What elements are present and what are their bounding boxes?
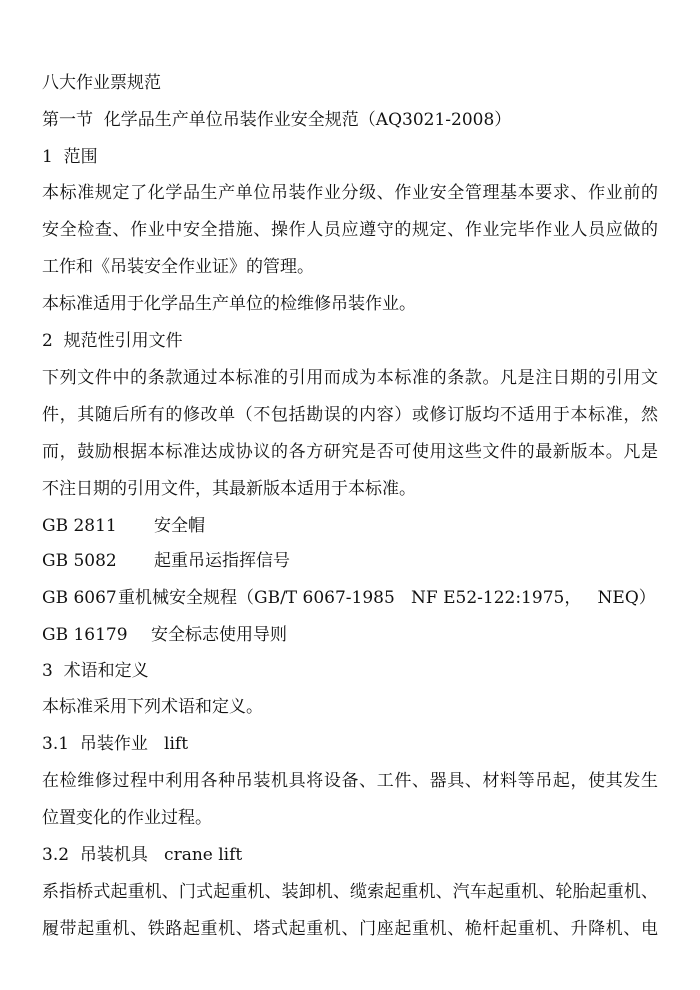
document-title: 八大作业票规范 <box>42 73 161 93</box>
scope-paragraph-line: 工作和《吊装安全作业证》的管理。 <box>42 257 314 277</box>
reference-title: 安全帽 <box>154 516 205 536</box>
reference-code: GB 6067 <box>42 588 117 608</box>
scope-applicability: 本标准适用于化学品生产单位的检维修吊装作业。 <box>42 294 416 314</box>
term-heading-lift: 3.1 吊装作业 lift <box>42 734 189 754</box>
reference-code: GB 5082 <box>42 551 117 571</box>
reference-item <box>42 625 287 645</box>
heading-normative-references: 2 规范性引用文件 <box>42 331 183 351</box>
terms-intro: 本标准采用下列术语和定义。 <box>42 697 263 717</box>
reference-item <box>42 551 290 571</box>
references-paragraph-line: 而，鼓励根据本标准达成协议的各方研究是否可使用这些文件的最新版本。凡是 <box>42 442 658 462</box>
reference-code: GB 16179 <box>42 625 128 645</box>
reference-item <box>42 516 205 536</box>
reference-code: GB 2811 <box>42 516 117 536</box>
references-paragraph-line: 件，其随后所有的修改单（不包括勘误的内容）或修订版均不适用于本标准，然 <box>42 405 658 425</box>
term-definition-line: 系指桥式起重机、门式起重机、装卸机、缆索起重机、汽车起重机、轮胎起重机、 <box>42 882 658 902</box>
scope-paragraph-line: 本标准规定了化学品生产单位吊装作业分级、作业安全管理基本要求、作业前的 <box>42 183 658 203</box>
reference-title: 安全标志使用导则 <box>151 625 287 645</box>
reference-title: 起重吊运指挥信号 <box>154 551 290 571</box>
term-heading-crane-lift: 3.2 吊装机具 crane lift <box>42 845 243 865</box>
scope-paragraph-line: 安全检查、作业中安全措施、操作人员应遵守的规定、作业完毕作业人员应做的 <box>42 220 658 240</box>
heading-terms: 3 术语和定义 <box>42 661 149 681</box>
term-definition-line: 履带起重机、铁路起重机、塔式起重机、门座起重机、桅杆起重机、升降机、电 <box>42 919 658 939</box>
references-paragraph-line: 不注日期的引用文件，其最新版本适用于本标准。 <box>42 479 416 499</box>
term-definition-line: 位置变化的作业过程。 <box>42 808 212 828</box>
term-definition-line: 在检维修过程中利用各种吊装机具将设备、工件、器具、材料等吊起，使其发生 <box>42 771 658 791</box>
heading-scope: 1 范围 <box>42 147 98 167</box>
reference-item <box>42 588 656 608</box>
reference-title: 重机械安全规程（GB/T 6067-1985 NF E52-122:1975， NEQ） <box>118 588 656 608</box>
references-paragraph-line: 下列文件中的条款通过本标准的引用而成为本标准的条款。凡是注日期的引用文 <box>42 368 658 388</box>
section-heading: 第一节 化学品生产单位吊装作业安全规范（AQ3021-2008） <box>42 110 512 130</box>
